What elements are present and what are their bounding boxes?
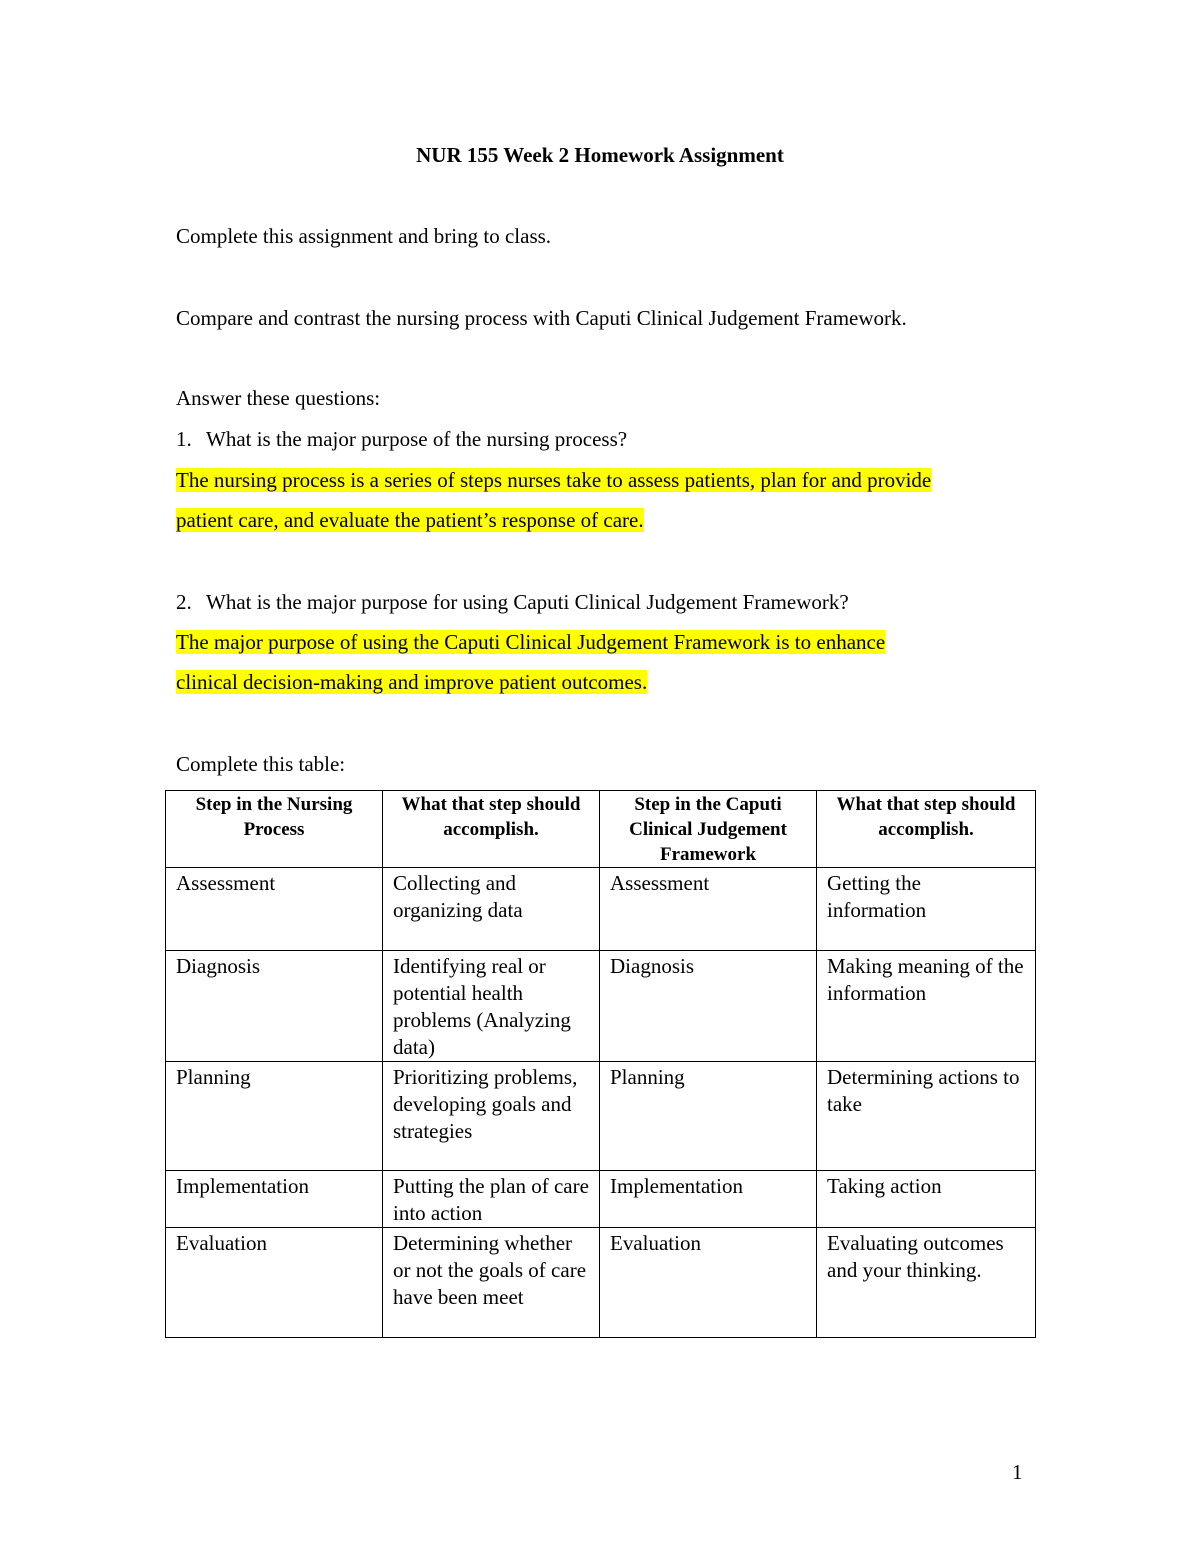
page-number: 1	[1012, 1460, 1023, 1484]
table-intro: Complete this table:	[176, 752, 346, 776]
answer-2-line-1	[176, 630, 885, 655]
answer-2-line-2	[176, 670, 647, 695]
instruction-text: Complete this assignment and bring to class.	[176, 224, 552, 248]
table-cell: Assessment	[166, 868, 383, 951]
question-number: 2.	[176, 590, 192, 614]
highlighted-answer: clinical decision-making and improve patient outcomes.	[176, 670, 648, 694]
table-cell: Planning	[600, 1062, 817, 1171]
table-row	[166, 868, 1036, 951]
table-cell: Determining whether or not the goals of care have been meet	[383, 1228, 600, 1338]
table-cell: Diagnosis	[166, 951, 383, 1062]
table-cell: Prioritizing problems, developing goals and strategies	[383, 1062, 600, 1171]
question-2	[176, 590, 849, 615]
table-row	[166, 1062, 1036, 1171]
prompt-text: Compare and contrast the nursing process with Caputi Clinical Judgement Framework.	[176, 306, 907, 330]
table-row	[166, 1171, 1036, 1228]
table-cell: Getting the information	[817, 868, 1036, 951]
table-cell: Identifying real or potential health problems (Analyzing data)	[383, 951, 600, 1062]
page-title: NUR 155 Week 2 Homework Assignment	[416, 143, 784, 167]
table-cell: Determining actions to take	[817, 1062, 1036, 1171]
table-row	[166, 1228, 1036, 1338]
answer-1-line-2	[176, 508, 644, 533]
table-cell: Evaluating outcomes and your thinking.	[817, 1228, 1036, 1338]
question-number: 1.	[176, 427, 192, 451]
table-cell: Evaluation	[600, 1228, 817, 1338]
table-cell: Diagnosis	[600, 951, 817, 1062]
table-cell: Putting the plan of care into action	[383, 1171, 600, 1228]
table-cell: Planning	[166, 1062, 383, 1171]
highlighted-answer: The major purpose of using the Caputi Clinical Judgement Framework is to enhance	[176, 630, 886, 654]
table-cell: Evaluation	[166, 1228, 383, 1338]
table-row	[166, 951, 1036, 1062]
table-cell: Collecting and organizing data	[383, 868, 600, 951]
table-cell: Making meaning of the information	[817, 951, 1036, 1062]
question-text: What is the major purpose of the nursing process?	[206, 427, 628, 451]
header-nursing-step: Step in the Nursing Process	[166, 791, 383, 868]
table-header-row	[166, 791, 1036, 868]
highlighted-answer: The nursing process is a series of steps nurses take to assess patients, plan for and provide	[176, 468, 932, 492]
question-1	[176, 427, 627, 452]
table-cell: Taking action	[817, 1171, 1036, 1228]
header-nursing-accomplish: What that step should accomplish.	[383, 791, 600, 868]
table-cell: Assessment	[600, 868, 817, 951]
header-caputi-accomplish: What that step should accomplish.	[817, 791, 1036, 868]
table-cell: Implementation	[600, 1171, 817, 1228]
answer-1-line-1	[176, 468, 931, 493]
questions-intro: Answer these questions:	[176, 386, 381, 410]
highlighted-answer: patient care, and evaluate the patient’s response of care.	[176, 508, 644, 532]
comparison-table	[165, 790, 1036, 1338]
question-text: What is the major purpose for using Caputi Clinical Judgement Framework?	[206, 590, 849, 614]
header-caputi-step: Step in the Caputi Clinical Judgement Framework	[600, 791, 817, 868]
table-cell: Implementation	[166, 1171, 383, 1228]
